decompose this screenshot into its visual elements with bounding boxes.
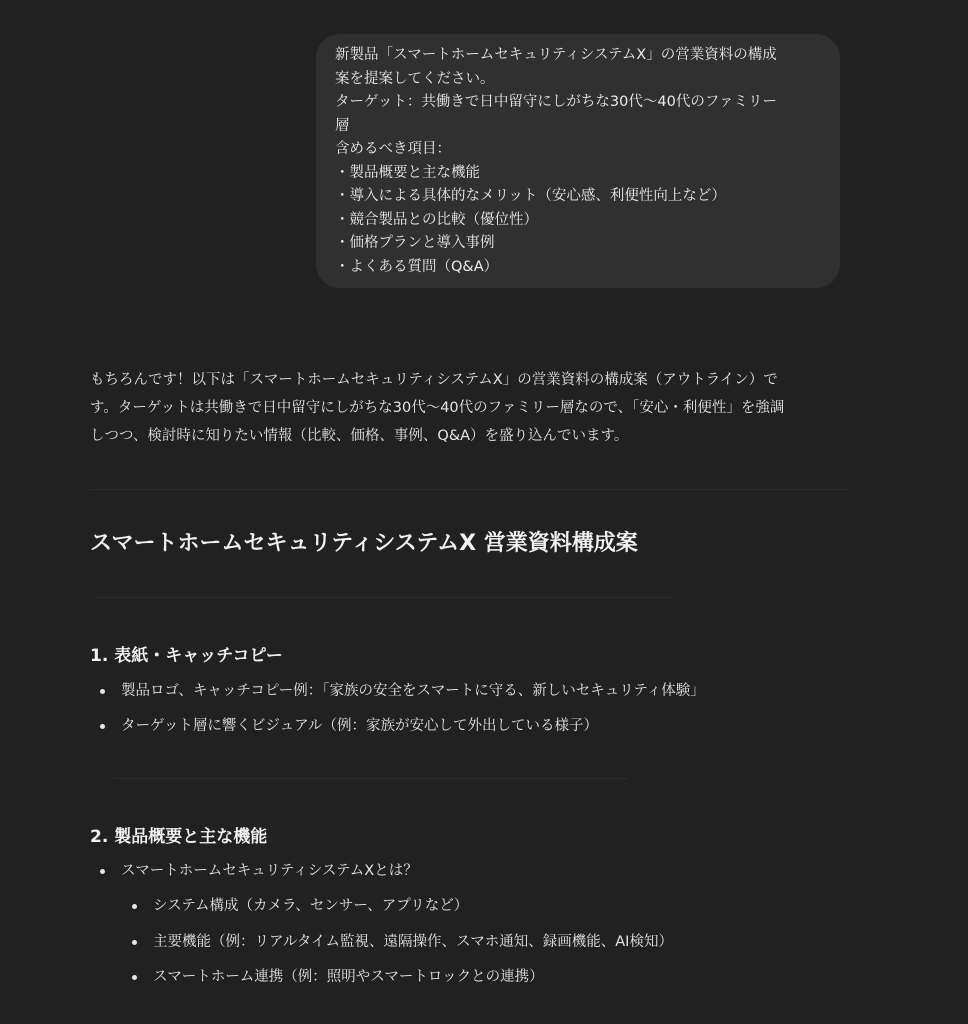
intro-line: しつつ、検討時に知りたい情報（比較、価格、事例、Q&A）を盛り込んでいます。 [90,428,629,444]
section-heading: 2. 製品概要と主な機能 [90,827,268,847]
user-message-line: ・導入による具体的なメリット（安心感、利便性向上など） [335,188,726,204]
list-item-text: スマートホーム連携（例：照明やスマートロックとの連携） [153,969,544,985]
list-item [121,861,418,881]
list-item-text: スマートホームセキュリティシステムXとは？ [121,863,418,879]
divider [114,778,628,779]
bullet-dot [132,940,137,945]
bullet-dot [100,689,105,694]
user-message-line: ・競合製品との比較（優位性） [335,211,538,228]
user-message-line: 新製品「スマートホームセキュリティシステムX」の営業資料の構成 [335,47,777,63]
user-message-line: ・製品概要と主な機能 [335,164,480,181]
list-item-text: ターゲット層に響くビジュアル（例：家族が安心して外出している様子） [121,718,599,734]
user-message-line: ・よくある質問（Q&A） [335,258,499,275]
user-message-line: 含めるべき項目： [335,141,451,157]
section-heading: 1. 表紙・キャッチコピー [90,646,283,666]
intro-line: す。ターゲットは共働きで日中留守にしがちな30代〜40代のファミリー層なので、「安心・利便性」を強調 [90,400,785,416]
sub-list-item [153,967,544,987]
sub-list-item [153,932,673,952]
divider [90,489,850,490]
list-item-text: 製品ロゴ、キャッチコピー例：「家族の安全をスマートに守る、新しいセキュリティ体験」 [121,683,705,699]
list-item-text: 主要機能（例：リアルタイム監視、遠隔操作、スマホ通知、録画機能、AI検知） [153,934,673,950]
intro-line: もちろんです！以下は「スマートホームセキュリティシステムX」の営業資料の構成案（アウトライン）で [90,372,778,388]
user-message-line: 案を提案してください。 [335,70,495,87]
response-title: スマートホームセキュリティシステムX 営業資料構成案 [90,531,638,556]
assistant-intro-paragraph [90,366,850,450]
user-message-bubble [316,34,840,288]
user-message-line: 層 [335,117,350,134]
bullet-dot [132,975,137,980]
user-message-line: ・価格プランと導入事例 [335,235,495,251]
divider [96,597,672,598]
list-item-text: システム構成（カメラ、センサー、アプリなど） [153,898,469,914]
bullet-dot [100,869,105,874]
sub-list-item [153,896,468,916]
bullet-dot [100,724,105,729]
bullet-dot [132,904,137,909]
list-item [121,716,598,736]
user-message-line: ターゲット：共働きで日中留守にしがちな30代〜40代のファミリー [335,94,778,110]
list-item [121,681,705,701]
